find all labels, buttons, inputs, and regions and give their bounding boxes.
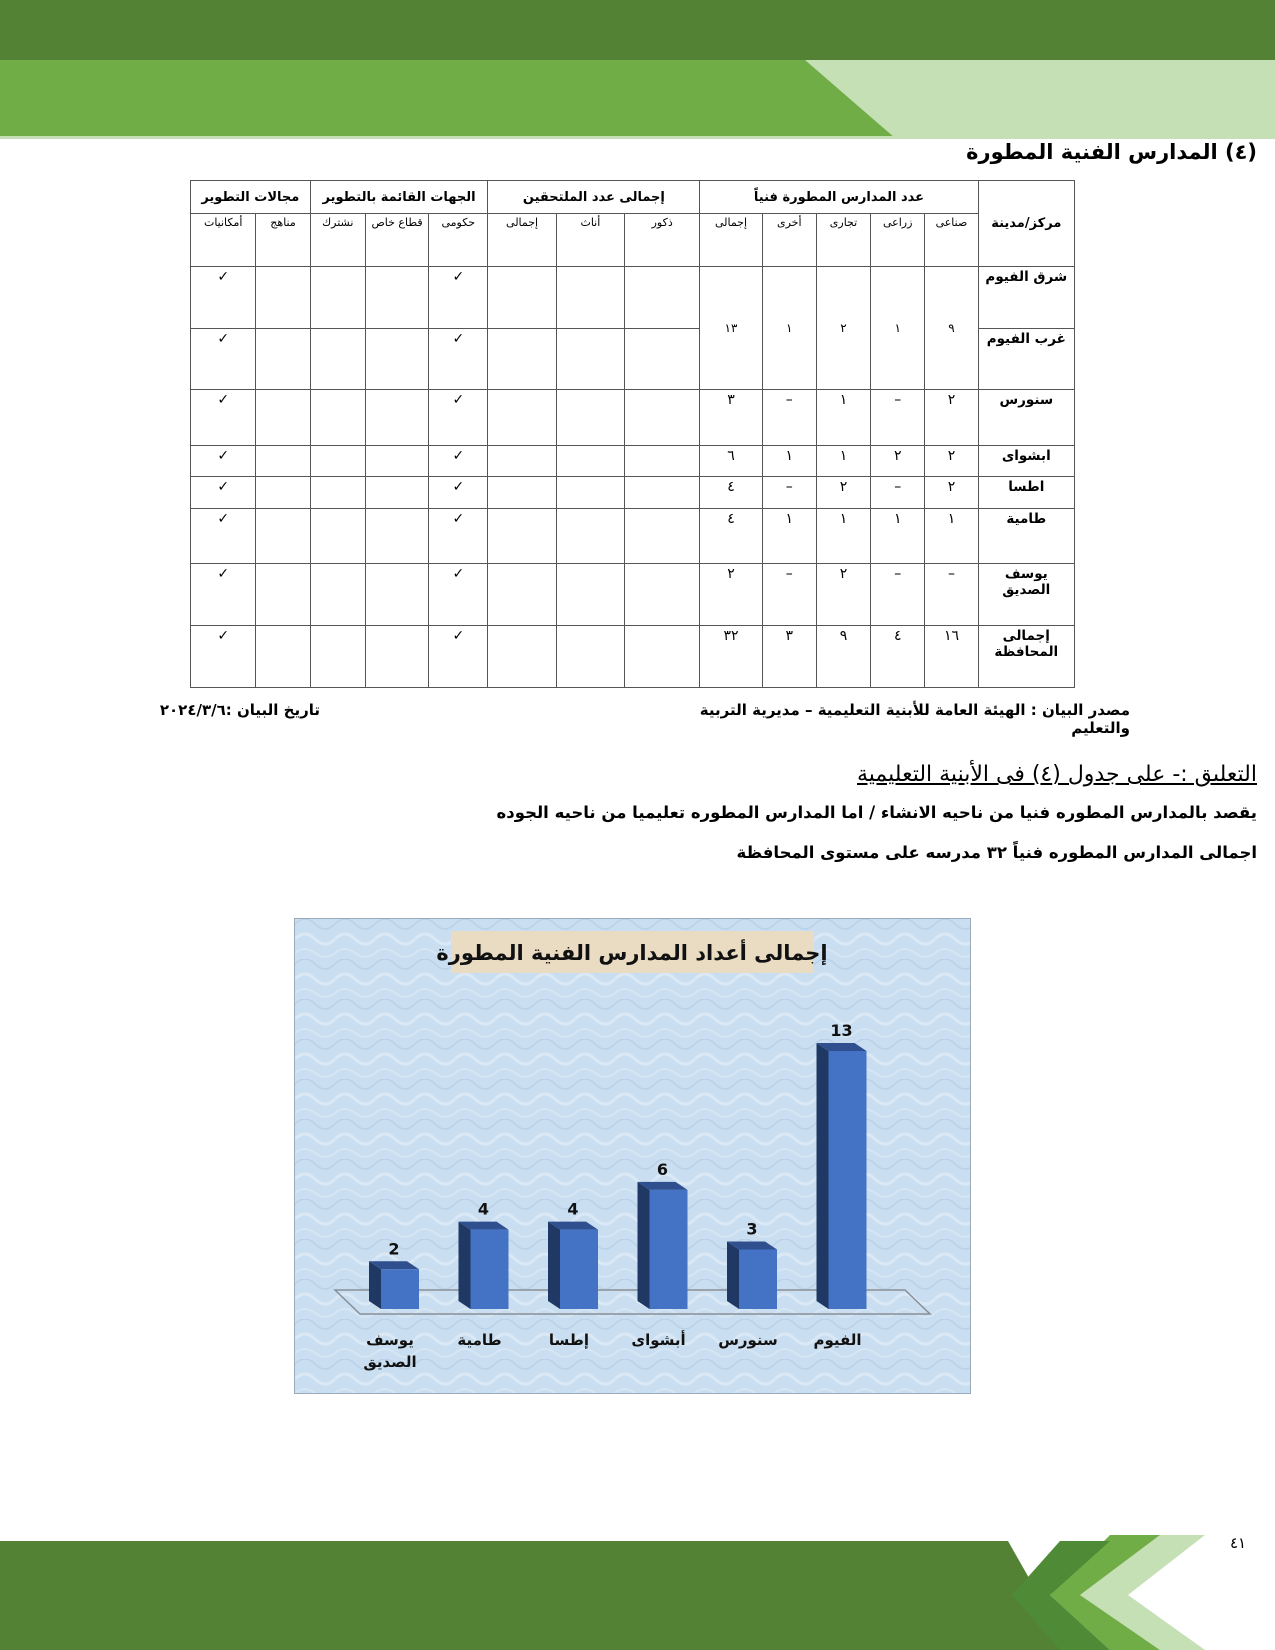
category-label: إطسا [548, 1331, 590, 1349]
cell-other: ١ [762, 509, 816, 564]
cell-agricultural: ١ [871, 267, 925, 390]
check-mark-icon: ✓ [429, 390, 488, 446]
cell-industrial: ١ [925, 509, 978, 564]
cell-commercial: ١ [816, 446, 870, 477]
header-developing-bodies: الجهات القائمة بالتطوير [310, 181, 488, 214]
bar-side [817, 1043, 829, 1309]
subheader-enrolled-total: إجمالى [488, 214, 556, 267]
data-label: 3 [746, 1219, 758, 1239]
table-row [191, 509, 1075, 564]
subheader-shared: نشترك [310, 214, 365, 267]
data-label: 4 [477, 1199, 490, 1219]
subheader-females: أناث [556, 214, 624, 267]
bar-side [459, 1222, 471, 1309]
table-row [191, 564, 1075, 626]
chart-title: إجمالى أعداد المدارس الفنية المطورة [436, 941, 828, 965]
check-mark-icon: ✓ [191, 329, 256, 390]
check-mark-icon: ✓ [429, 446, 488, 477]
table-row [191, 390, 1075, 446]
bar [739, 1249, 777, 1309]
cell-industrial: – [925, 564, 978, 626]
row-name: طامية [978, 509, 1074, 564]
check-mark-icon: ✓ [429, 477, 488, 509]
data-source: مصدر البيان : الهيئة العامة للأبنية التعليمية – مديرية التربية والتعليم [699, 701, 1130, 737]
cell-agricultural: – [871, 390, 925, 446]
bar-side [638, 1182, 650, 1309]
header-center: مركز/مدينة [978, 181, 1074, 267]
row-name: شرق الفيوم [978, 267, 1074, 329]
comment-line-2: اجمالى المدارس المطوره فنياً ٣٢ مدرسه على مستوى المحافظة [736, 843, 1257, 862]
row-name: ابشواى [978, 446, 1074, 477]
cell-other: ١ [762, 446, 816, 477]
subheader-curricula: مناهج [256, 214, 310, 267]
comment-heading: التعلىق :- على جدول (٤) فى الأبنية التعليمية [857, 762, 1257, 787]
cell-other: ٣ [762, 626, 816, 688]
subheader-government: حكومى [429, 214, 488, 267]
bar [560, 1230, 598, 1309]
check-mark-icon: ✓ [191, 509, 256, 564]
cell-agricultural: ٢ [871, 446, 925, 477]
subheader-schools-total: إجمالى [700, 214, 762, 267]
cell-other: ١ [762, 267, 816, 390]
page-number: ٤١ [1230, 1534, 1247, 1552]
bar-side [369, 1261, 381, 1309]
category-label: طامية [457, 1331, 502, 1349]
subheader-agricultural: زراعى [871, 214, 925, 267]
subheader-private-sector: قطاع خاص [365, 214, 428, 267]
cell-agricultural: – [871, 564, 925, 626]
row-name: اطسا [978, 477, 1074, 509]
bar [471, 1230, 509, 1309]
check-mark-icon: ✓ [191, 564, 256, 626]
check-mark-icon: ✓ [191, 267, 256, 329]
section-title: (٤) المدارس الفنية المطورة [966, 140, 1257, 164]
category-label: سنورس [718, 1331, 778, 1349]
check-mark-icon: ✓ [429, 564, 488, 626]
subheader-males: ذكور [625, 214, 700, 267]
cell-industrial: ٢ [925, 390, 978, 446]
cell-other: – [762, 390, 816, 446]
check-mark-icon: ✓ [429, 509, 488, 564]
subheader-other: أخرى [762, 214, 816, 267]
cell-commercial: ٩ [816, 626, 870, 688]
bar-side [548, 1222, 560, 1309]
check-mark-icon: ✓ [191, 390, 256, 446]
cell-commercial: ٢ [816, 267, 870, 390]
row-name: يوسف الصديق [978, 564, 1074, 626]
cell-other: – [762, 477, 816, 509]
header-developed-count: عدد المدارس المطورة فنياً [700, 181, 978, 214]
data-date: تاريخ البيان :٢٠٢٤/٣/٦ [159, 701, 320, 719]
bar-side [727, 1241, 739, 1309]
row-name: غرب الفيوم [978, 329, 1074, 390]
check-mark-icon: ✓ [429, 329, 488, 390]
row-name: سنورس [978, 390, 1074, 446]
cell-agricultural: – [871, 477, 925, 509]
category-label: يوسف [366, 1331, 414, 1349]
table-row [191, 267, 1075, 329]
cell-total: ٢ [700, 564, 762, 626]
cell-agricultural: ٤ [871, 626, 925, 688]
category-label: الصديق [363, 1353, 417, 1371]
footer-decoration [0, 1535, 1275, 1650]
category-label: الفيوم [813, 1331, 862, 1349]
cell-commercial: ٢ [816, 477, 870, 509]
bar [381, 1269, 419, 1309]
chart-background [295, 919, 970, 1393]
cell-industrial: ٩ [925, 267, 978, 390]
cell-total: ٤ [700, 509, 762, 564]
cell-commercial: ١ [816, 509, 870, 564]
cell-total: ٤ [700, 477, 762, 509]
cell-industrial: ١٦ [925, 626, 978, 688]
data-label: 6 [656, 1159, 669, 1179]
bar [650, 1190, 688, 1309]
cell-other: – [762, 564, 816, 626]
check-mark-icon: ✓ [191, 477, 256, 509]
table-row [191, 446, 1075, 477]
row-name: إجمالى المحافظة [978, 626, 1074, 688]
cell-commercial: ١ [816, 390, 870, 446]
schools-bar-chart [294, 918, 971, 1394]
category-label: أبشواى [631, 1331, 686, 1349]
data-label: 13 [830, 1021, 853, 1040]
header-enrollment-total: إجمالى عدد الملتحقين [488, 181, 700, 214]
subheader-facilities: أمكانيات [191, 214, 256, 267]
cell-agricultural: ١ [871, 509, 925, 564]
check-mark-icon: ✓ [429, 626, 488, 688]
data-label: 2 [388, 1239, 400, 1259]
table-row [191, 477, 1075, 509]
cell-industrial: ٢ [925, 477, 978, 509]
check-mark-icon: ✓ [191, 626, 256, 688]
technical-schools-table [190, 180, 1075, 688]
subheader-commercial: تجارى [816, 214, 870, 267]
table-row [191, 626, 1075, 688]
header-development-areas: مجالات التطوير [191, 181, 311, 214]
cell-total: ٣ [700, 390, 762, 446]
comment-line-1: يقصد بالمدارس المطوره فنيا من ناحيه الانشاء / اما المدارس المطوره تعليميا من ناحيه الجوده [496, 803, 1257, 822]
cell-commercial: ٢ [816, 564, 870, 626]
cell-total: ٦ [700, 446, 762, 477]
subheader-industrial: صناعى [925, 214, 978, 267]
data-label: 4 [567, 1199, 579, 1219]
bar [829, 1051, 867, 1309]
cell-total: ١٣ [700, 267, 762, 390]
check-mark-icon: ✓ [191, 446, 256, 477]
cell-industrial: ٢ [925, 446, 978, 477]
cell-total: ٣٢ [700, 626, 762, 688]
check-mark-icon: ✓ [429, 267, 488, 329]
header-decoration [0, 0, 1275, 140]
